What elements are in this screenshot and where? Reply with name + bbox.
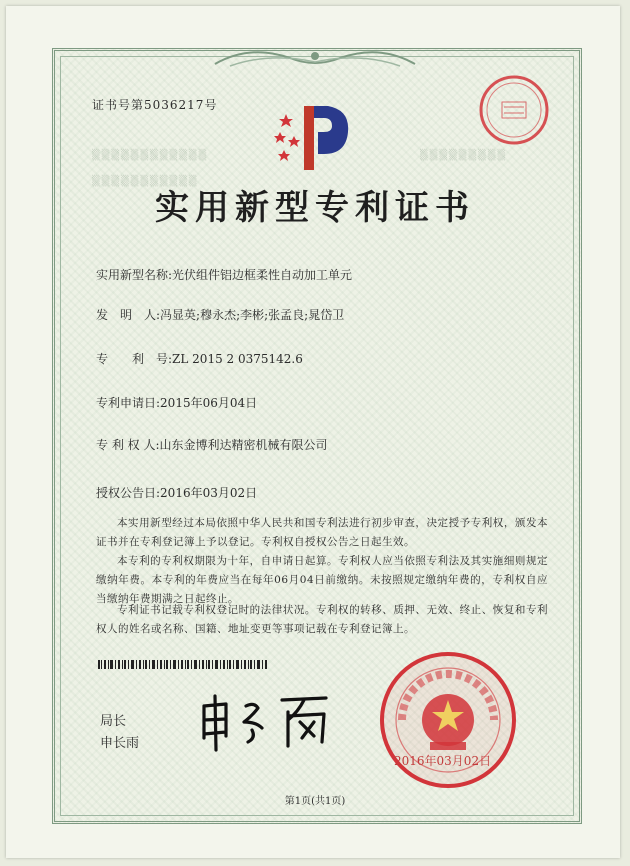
paragraph-legal-status: 专利证书记载专利权登记时的法律状况。专利权的转移、质押、无效、终止、恢复和专利权人的姓名或名称、国籍、地址变更等事项记载在专利登记簿上。 [96, 604, 548, 635]
patent-office-emblem-icon [270, 92, 360, 182]
field-patentee [96, 436, 328, 453]
field-grant-date [96, 484, 257, 501]
field-inventors [96, 306, 344, 323]
watermark-text: ▒▒▒▒▒▒▒▒▒ [420, 150, 508, 161]
field-filing-date [96, 394, 257, 411]
paragraph-grant-notice: 本实用新型经过本局依照中华人民共和国专利法进行初步审查，决定授予专利权，颁发本证书并在专利登记簿上予以登记。专利权自授权公告之日起生效。 [96, 517, 548, 548]
patent-no-label: 专 利 号: [96, 352, 173, 366]
inventors-value: 冯显英;穆永杰;李彬;张孟良;晁岱卫 [160, 308, 345, 322]
barcode-icon [98, 660, 268, 669]
filing-date-label: 专利申请日: [96, 396, 161, 410]
watermark-text: ▒▒▒▒▒▒▒▒▒▒▒▒ [92, 150, 209, 161]
model-name-label: 实用新型名称: [96, 268, 173, 282]
signature-name: 申长雨 [100, 736, 140, 751]
inventor-label: 发 明 人: [96, 308, 161, 322]
certificate-title: 实用新型专利证书 [155, 188, 475, 228]
field-patent-number [96, 350, 303, 367]
signature-title: 局长 [100, 714, 127, 729]
model-name-value: 光伏组件铝边框柔性自动加工单元 [172, 268, 353, 282]
field-model-name [96, 266, 352, 283]
patentee-value: 山东金博利达精密机械有限公司 [159, 438, 328, 452]
watermark-text: ▒▒▒▒▒▒▒▒▒▒▒ [92, 176, 199, 187]
grant-date-value: 2016年03月02日 [160, 486, 258, 500]
grant-date-label: 授权公告日: [96, 486, 161, 500]
page-number: 第1页(共1页) [284, 796, 346, 807]
ornament-icon [210, 44, 420, 70]
patentee-label: 专 利 权 人: [96, 438, 160, 452]
handwritten-signature [196, 692, 336, 752]
patent-no-value: ZL 2015 2 0375142.6 [172, 352, 303, 366]
certificate-number: 证书号第5036217号 [92, 98, 218, 112]
filing-date-value: 2015年06月04日 [160, 396, 258, 410]
paragraph-term-notice: 本专利的专利权期限为十年，自申请日起算。专利权人应当依照专利法及其实施细则规定缴纳年费。本专利的年费应当在每年06月04日前缴纳。未按照规定缴纳年费的，专利权自应当缴纳年费期满之日起终止。 [96, 555, 548, 605]
state-ip-office-seal-icon [378, 650, 518, 790]
small-red-seal-icon [478, 74, 550, 146]
seal-date: 2016年03月02日 [394, 754, 492, 768]
